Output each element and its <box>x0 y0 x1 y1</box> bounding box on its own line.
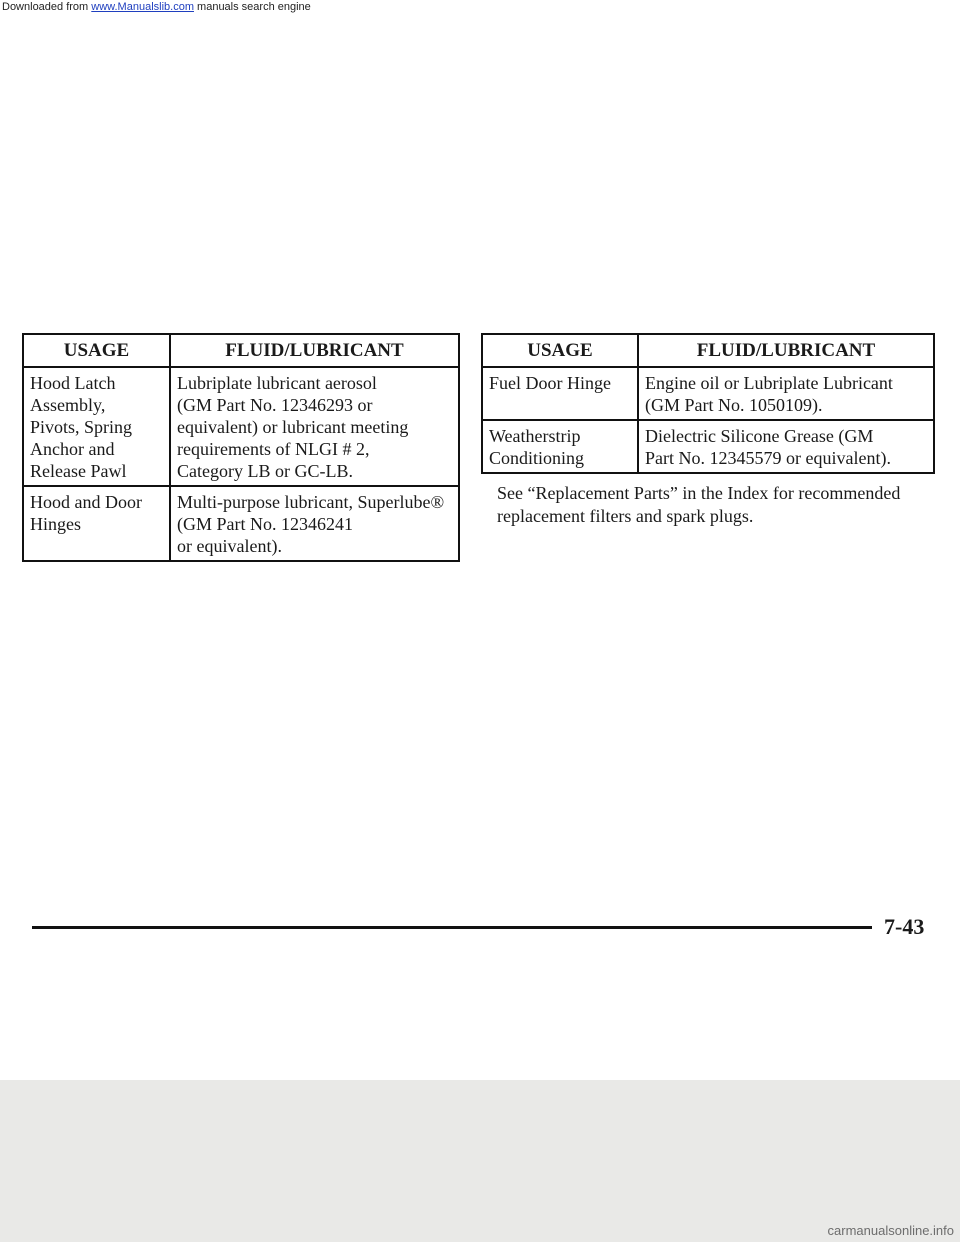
fluid-text: Multi-purpose lubricant, Superlube® (GM Part No. 12346241 or equivalent). <box>177 492 445 556</box>
table-row <box>23 367 459 486</box>
usage-text: Fuel Door Hinge <box>489 373 611 393</box>
usage-column-header: USAGE <box>482 334 638 367</box>
usage-cell <box>23 486 170 561</box>
footer-rule <box>32 926 872 929</box>
watermark: carmanualsonline.info <box>827 1223 954 1238</box>
table-header-row <box>23 334 459 367</box>
page-number: 7-43 <box>884 914 925 939</box>
fluid-cell <box>638 367 934 420</box>
lubricant-table-right <box>481 333 935 474</box>
usage-cell <box>482 367 638 420</box>
header-suffix: manuals search engine <box>193 1 311 13</box>
table-header-row <box>482 334 934 367</box>
fluid-text: Lubriplate lubricant aerosol (GM Part No. 12346293 or equivalent) or lubricant meeting requirements of NLGI # 2, Category LB or GC-LB. <box>177 373 409 481</box>
fluid-text: Dielectric Silicone Grease (GM Part No. 12345579 or equivalent). <box>645 426 891 468</box>
lubricant-table-left <box>22 333 460 562</box>
fluid-cell <box>170 367 459 486</box>
table-row <box>482 420 934 473</box>
replacement-parts-note: See “Replacement Parts” in the Index for recommended replacement filters and spark plugs. <box>497 483 901 526</box>
usage-text: Hood and Door Hinges <box>30 492 142 534</box>
table-row <box>23 486 459 561</box>
fluid-text: Engine oil or Lubriplate Lubricant (GM Part No. 1050109). <box>645 373 893 415</box>
fluid-cell <box>638 420 934 473</box>
manualslib-link[interactable]: www.Manualslib.com <box>91 1 194 13</box>
table-row <box>482 367 934 420</box>
usage-column-header: USAGE <box>23 334 170 367</box>
fluid-cell <box>170 486 459 561</box>
usage-cell <box>23 367 170 486</box>
download-header <box>0 0 960 22</box>
usage-text: Weatherstrip Conditioning <box>489 426 585 468</box>
fluid-column-header: FLUID/LUBRICANT <box>170 334 459 367</box>
fluid-column-header: FLUID/LUBRICANT <box>638 334 934 367</box>
usage-text: Hood Latch Assembly, Pivots, Spring Anchor and Release Pawl <box>30 373 133 481</box>
header-prefix: Downloaded from <box>2 1 92 13</box>
usage-cell <box>482 420 638 473</box>
